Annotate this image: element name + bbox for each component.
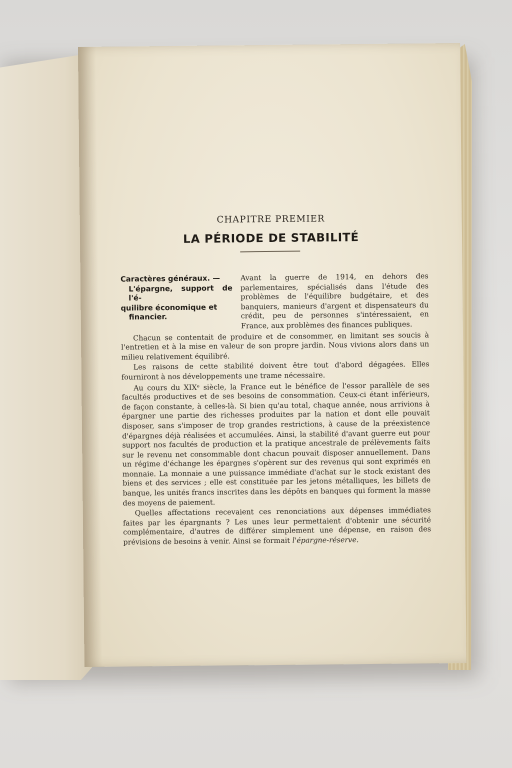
book-page [78,43,466,667]
paragraph: Chacun se contentait de produire et de consommer, en limitant ses soucis à l'entretien et à la mise en valeur de son propre jardin. Nous vivions alors dans un milieu relativement équilibré. [121,329,430,362]
chapter-label: CHAPITRE PREMIER [216,214,325,226]
title-rule [240,251,300,253]
paragraph: Les raisons de cette stabilité doivent être tout d'abord dégagées. Elles fourniront à nos développements une trame nécessaire. [121,359,430,382]
chapter-title: LA PÉRIODE DE STABILITÉ [182,230,360,246]
paragraph: Avant la guerre de 1914, en dehors des parlementaires, spécialisés dans l'étude des problèmes de l'équilibre budgétaire, et des banquiers, manieurs d'argent et dispensateurs du crédit, peu de personnes s'intéressaient, en France, aux problèmes des finances publiques. [240,271,429,331]
italic-term: l'épargne-réserve. [292,535,359,545]
paragraph [123,506,431,548]
body-text [120,271,431,548]
margin-heading-line: financier. [128,312,168,322]
paragraph: Au cours du XIXᵉ siècle, la France eut le bénéfice de l'essor parallèle de ses facultés productives et de ses besoins de consommation. Ceux-ci étant inférieurs, de façon constante, à celles-là. Si bien qu'au total, chaque année, nous arrivions à épargner une partie des richesses produites par la nation et dont elle pouvait disposer, sans s'imposer de trop grandes restrictions, à cause de la préexistence d'épargnes déjà réalisées et accumulées. Ainsi, la stabilité d'avant guerre eut pour support nos facultés de production et la pratique ancestrale de prélèvements faits sur le revenu net consommable dont chacun pouvait disposer annuellement. Dans un régime d'échange les épargnes s'opèrent sur des revenus qui sont exprimés en monnaie. La monnaie a une puissance immédiate d'achat sur le stock existant des biens et des services ; elle est constituée par les jetons métalliques, les billets de banque, les unités francs inscrites dans les dépôts en banques qui forment la masse des moyens de paiement. [121,379,431,508]
margin-heading-line: L'épargne, support de l'é- [128,282,233,303]
margin-heading-line: quilibre économique et [120,302,218,313]
paragraph-text: Quelles affectations recevaient ces renonciations aux dépenses immédiates faites par les épargnants ? Les unes leur permettaient d'obtenir une sécurité complémentaire, d'autres de différer simplement une dépense, en raison des prévisions de besoins à venir. Ainsi se formait [122,505,432,547]
margin-heading [120,273,232,322]
margin-heading-line: Caractères généraux. — [120,273,221,284]
